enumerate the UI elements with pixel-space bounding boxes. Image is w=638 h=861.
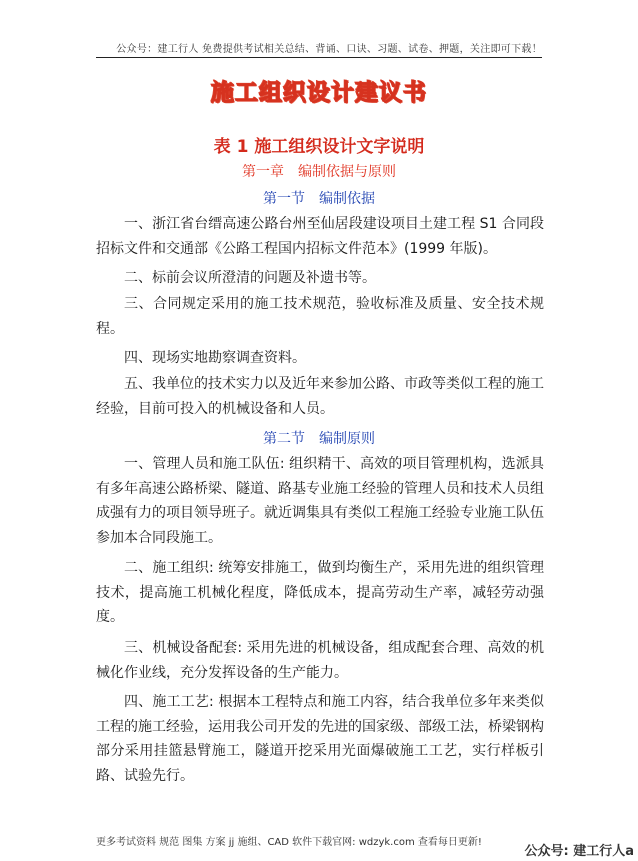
paragraph-6: 一、管理人员和施工队伍: 组织精干、高效的项目管理机构，选派具有多年高速公路桥梁、隧道、路基专业施工经验的管理人员和技术人员组成强有力的项目领导班子。就近调集具有类似工程施工经验专业施工队伍参加本合同段施工。 <box>96 456 544 546</box>
paragraph-9: 四、施工工艺: 根据本工程特点和施工内容，结合我单位多年来类似工程的施工经验，运用我公司开发的先进的国家级、部级工法，桥梁钢构部分采用挂篮悬臂施工，隧道开挖采用光面爆破施工工艺，实行样板引路、试验先行。 <box>96 694 544 784</box>
watermark: 公众号: 建工行人a <box>524 844 634 859</box>
paragraph-2: 二、标前会议所澄清的问题及补遗书等。 <box>124 270 376 286</box>
paragraph-5: 五、我单位的技术实力以及近年来参加公路、市政等类似工程的施工经验，目前可投入的机械设备和人员。 <box>96 376 544 417</box>
header-divider <box>96 57 542 58</box>
section-title-basis: 第一节 编制依据 <box>263 191 375 207</box>
paragraph-7: 二、施工组织: 统筹安排施工，做到均衡生产，采用先进的组织管理技术，提高施工机械化程度，降低成本，提高劳动生产率，减轻劳动强度。 <box>96 560 544 625</box>
paragraph-3: 三、合同规定采用的施工技术规范，验收标准及质量、安全技术规程。 <box>96 296 544 337</box>
table-caption: 表 1 施工组织设计文字说明 <box>213 137 425 157</box>
section-title-principles: 第二节 编制原则 <box>263 431 375 447</box>
paragraph-8: 三、机械设备配套: 采用先进的机械设备，组成配套合理、高效的机械化作业线，充分发挥设备的生产能力。 <box>96 640 544 681</box>
header-note: 公众号：建工行人 免费提供考试相关总结、背诵、口诀、习题、试卷、押题，关注即可下载！ <box>116 44 542 55</box>
paragraph-1: 一、浙江省台缙高速公路台州至仙居段建设项目土建工程 S1 合同段招标文件和交通部《公路工程国内招标文件范本》(1999 年版)。 <box>96 216 544 257</box>
footer-note: 更多考试资料 规范 图集 方案 jj 施组、CAD 软件下载官网: wdzyk.com 查看每日更新! <box>96 837 482 848</box>
document-title: 施工组织设计建议书 <box>211 80 427 106</box>
paragraph-4: 四、现场实地勘察调查资料。 <box>124 350 306 366</box>
chapter-title: 第一章 编制依据与原则 <box>242 164 396 180</box>
